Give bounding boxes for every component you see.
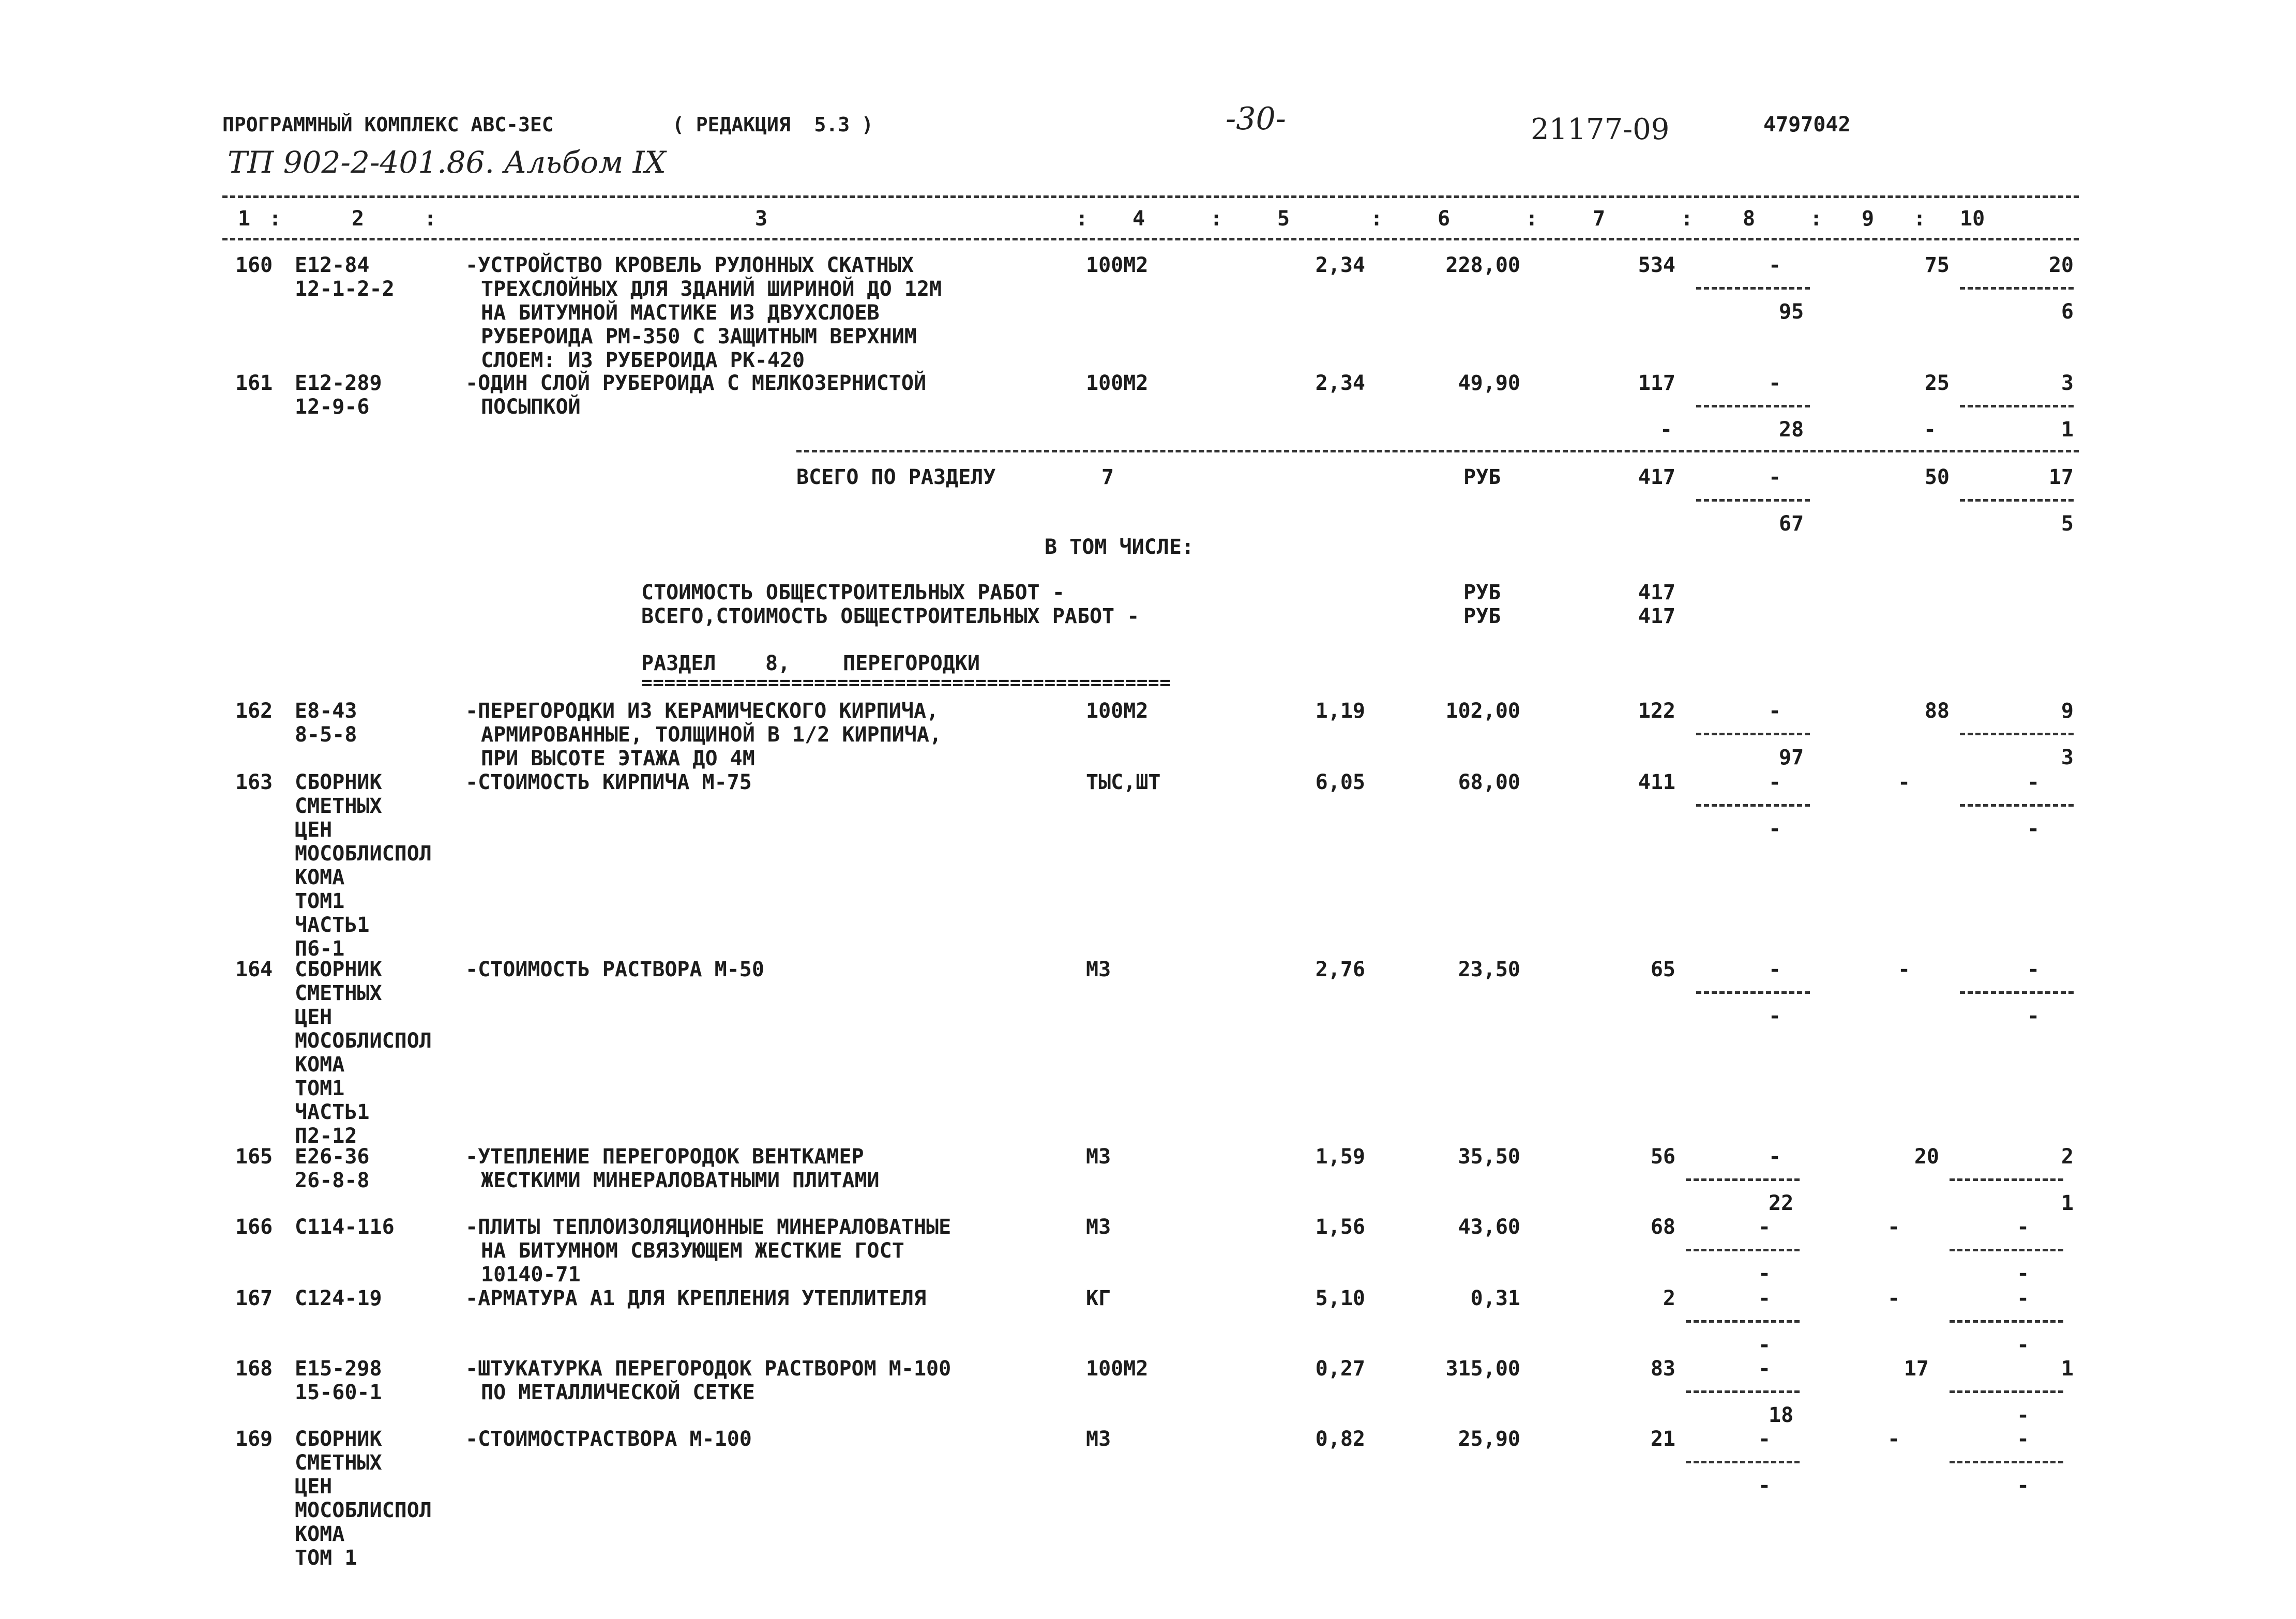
row-col10: - [2017,1427,2030,1451]
row-description: -СТОИМОСТЬ РАСТВОРА М-50 [465,958,764,981]
row-total: 56 [1650,1145,1675,1169]
row-quantity: 2,76 [1315,958,1365,981]
row-quantity: 6,05 [1315,770,1365,794]
row-code: П6-1 [295,937,345,961]
row-col10-sub: - [2027,817,2040,841]
row-code: СБОРНИК [295,770,382,794]
row-number: 168 [235,1357,273,1381]
row-unit-price: 68,00 [1458,770,1520,794]
row-description: -ПЕРЕГОРОДКИ ИЗ КЕРАМИЧЕСКОГО КИРПИЧА, [465,699,939,723]
row-col10-sub: 6 [2061,300,2074,324]
row-code: С124-19 [295,1287,382,1310]
row-code: 12-1-2-2 [295,277,395,301]
row-col10-sub: 3 [2061,746,2074,769]
row-code: 15-60-1 [295,1381,382,1404]
row-description: -АРМАТУРА А1 ДЛЯ КРЕПЛЕНИЯ УТЕПЛИТЕЛЯ [465,1287,927,1310]
row-unit: 100М2 [1086,253,1149,277]
row-code: ТОМ 1 [295,1546,357,1570]
row-code: 8-5-8 [295,723,357,747]
row-unit: М3 [1086,1427,1111,1451]
row-unit-price: 35,50 [1458,1145,1520,1169]
row-col8: - [1758,1427,1771,1451]
row-code: СМЕТНЫХ [295,1451,382,1475]
row-code: СМЕТНЫХ [295,794,382,818]
row-description: -СТОИМОСТЬ КИРПИЧА М-75 [465,770,752,794]
row-col8-sub: 28 [1779,418,1804,442]
row-col8-sub: - [1769,817,1781,841]
row-col10-sub: - [2027,1004,2040,1028]
col-header-8: 8 [1743,207,1756,231]
row-col8: - [1769,958,1781,981]
row-code: МОСОБЛИСПОЛ [295,1499,432,1522]
row-unit: КГ [1086,1287,1111,1310]
row-col10-sub: 1 [2061,1191,2074,1215]
cost-line-1-currency: РУБ [1463,581,1501,604]
row-col9: 75 [1924,253,1950,277]
row-col10: - [2027,770,2040,794]
total-label: ВСЕГО ПО РАЗДЕЛУ [796,465,996,489]
row-unit: 100М2 [1086,699,1149,723]
row-number: 167 [235,1287,273,1310]
section-number: 8, [765,652,791,675]
row-number: 166 [235,1215,273,1239]
row-quantity: 1,56 [1315,1215,1365,1239]
total-col8: - [1769,465,1781,489]
row-code: Е12-84 [295,253,370,277]
cost-line-2: ВСЕГО,СТОИМОСТЬ ОБЩЕСТРОИТЕЛЬНЫХ РАБОТ - [641,604,1140,628]
row-col8: - [1769,253,1781,277]
row-description: СЛОЕМ: ИЗ РУБЕРОИДА РК-420 [481,349,805,372]
album-note: ТП 902-2-401.86. Альбом IX [228,145,666,180]
row-col8: - [1758,1215,1771,1239]
row-total: 21 [1650,1427,1675,1451]
total-col9: 50 [1924,465,1950,489]
row-col8-sub: - [1758,1262,1771,1285]
col-header-2: 2 [352,207,365,231]
row-unit-price: 43,60 [1458,1215,1520,1239]
row-code: Е26-36 [295,1145,370,1169]
row-code: ЧАСТЬ1 [295,1100,370,1124]
total-value: 417 [1638,465,1675,489]
row-col9: - [1898,958,1911,981]
row-unit-price: 228,00 [1445,253,1520,277]
row-description: ПО МЕТАЛЛИЧЕСКОЙ СЕТКЕ [481,1381,755,1404]
row-col10-sub: - [2017,1403,2030,1427]
row-col8: - [1758,1357,1771,1381]
row-code: Е8-43 [295,699,357,723]
row-number: 162 [235,699,273,723]
row-unit: М3 [1086,958,1111,981]
row-description: 10140-71 [481,1263,581,1287]
row-quantity: 0,27 [1315,1357,1365,1381]
row-code: КОМА [295,866,345,889]
row-unit: 100М2 [1086,1357,1149,1381]
col-header-5: 5 [1277,207,1290,231]
row-quantity: 2,34 [1315,253,1365,277]
row-code: П2-12 [295,1124,357,1148]
row-description: АРМИРОВАННЫЕ, ТОЛЩИНОЙ В 1/2 КИРПИЧА, [481,723,942,747]
row-code: 26-8-8 [295,1169,370,1192]
row-col10-sub: 1 [2061,418,2074,442]
row-total: 65 [1650,958,1675,981]
row-quantity: 0,82 [1315,1427,1365,1451]
row-code: МОСОБЛИСПОЛ [295,842,432,866]
row-quantity: 1,59 [1315,1145,1365,1169]
row-description: НА БИТУМНОЙ МАСТИКЕ ИЗ ДВУХСЛОЕВ [481,301,880,325]
row-col8-sub: - [1758,1474,1771,1497]
row-unit-price: 0,31 [1470,1287,1520,1310]
row-col9: 17 [1904,1357,1929,1381]
row-code: ЦЕН [295,818,333,842]
including-heading: В ТОМ ЧИСЛЕ: [1045,535,1194,559]
row-number: 161 [235,371,273,395]
row-col9: 25 [1924,371,1950,395]
row-col10: - [2017,1215,2030,1239]
row-code: СБОРНИК [295,1427,382,1451]
row-description: НА БИТУМНОМ СВЯЗУЮЩЕМ ЖЕСТКИЕ ГОСТ [481,1239,904,1263]
header-bottom-rule [222,238,2079,240]
row-col9: - [1887,1215,1900,1239]
row-description: РУБЕРОИДА РМ-350 С ЗАЩИТНЫМ ВЕРХНИМ [481,325,917,349]
row-col7-sub: - [1660,418,1673,442]
row-unit: М3 [1086,1215,1111,1239]
col-header-1: 1 [238,207,251,231]
row-description: ЖЕСТКИМИ МИНЕРАЛОВАТНЫМИ ПЛИТАМИ [481,1169,880,1192]
row-unit-price: 49,90 [1458,371,1520,395]
col-header-9: 9 [1862,207,1875,231]
cost-line-1: СТОИМОСТЬ ОБЩЕСТРОИТЕЛЬНЫХ РАБОТ - [641,581,1065,604]
row-quantity: 5,10 [1315,1287,1365,1310]
row-unit-price: 315,00 [1445,1357,1520,1381]
row-col8-sub: 97 [1779,746,1804,769]
total-section-number: 7 [1101,465,1114,489]
col-header-4: 4 [1132,207,1145,231]
row-col10-sub: - [2017,1474,2030,1497]
row-code: Е12-289 [295,371,382,395]
row-unit: М3 [1086,1145,1111,1169]
row-col8-sub: - [1758,1333,1771,1357]
row-col10: - [2027,958,2040,981]
row-description: ТРЕХСЛОЙНЫХ ДЛЯ ЗДАНИЙ ШИРИНОЙ ДО 12М [481,277,942,301]
row-code: ЦЕН [295,1005,333,1029]
row-col10: 3 [2061,371,2074,395]
row-code: ТОМ1 [295,1077,345,1100]
col-header-7: 7 [1593,207,1606,231]
section-title: ПЕРЕГОРОДКИ [843,652,980,675]
row-quantity: 1,19 [1315,699,1365,723]
row-col8-sub: 22 [1769,1191,1794,1215]
row-col8: - [1769,699,1781,723]
row-number: 165 [235,1145,273,1169]
row-col8: - [1769,1145,1781,1169]
row-quantity: 2,34 [1315,371,1365,395]
row-total: 411 [1638,770,1675,794]
row-description: ПОСЫПКОЙ [481,395,581,419]
section-label: РАЗДЕЛ [641,652,716,675]
row-code: ЧАСТЬ1 [295,913,370,937]
row-total: 122 [1638,699,1675,723]
row-description: -ШТУКАТУРКА ПЕРЕГОРОДОК РАСТВОРОМ М-100 [465,1357,951,1381]
row-col10: 1 [2061,1357,2074,1381]
total-currency: РУБ [1463,465,1501,489]
row-col8-sub: - [1769,1004,1781,1028]
row-total: 68 [1650,1215,1675,1239]
header-top-rule [222,195,2079,198]
program-title: ПРОГРАММНЫЙ КОМПЛЕКС АВС-3ЕС [222,113,554,136]
row-code: КОМА [295,1522,345,1546]
row-col10: 2 [2061,1145,2074,1169]
total-col10-sub: 5 [2061,512,2074,536]
row-description: -СТОИМОСТРАСТВОРА М-100 [465,1427,752,1451]
row-number: 164 [235,958,273,981]
row-code: ТОМ1 [295,889,345,913]
row-col10-sub: - [2017,1262,2030,1285]
doc-code: 4797042 [1763,113,1851,137]
row-unit: 100М2 [1086,371,1149,395]
row-number: 163 [235,770,273,794]
row-col8: - [1758,1287,1771,1310]
cost-line-2-value: 417 [1638,604,1675,628]
row-col10: 20 [2048,253,2074,277]
row-unit-price: 23,50 [1458,958,1520,981]
row-description: -ПЛИТЫ ТЕПЛОИЗОЛЯЦИОННЫЕ МИНЕРАЛОВАТНЫЕ [465,1215,951,1239]
cost-line-1-value: 417 [1638,581,1675,604]
row-unit-price: 25,90 [1458,1427,1520,1451]
row-unit: ТЫС,ШТ [1086,770,1161,794]
row-number: 160 [235,253,273,277]
row-col8: - [1769,770,1781,794]
row-col8-sub: 95 [1779,300,1804,324]
row-col10: 9 [2061,699,2074,723]
row-code: С114-116 [295,1215,395,1239]
total-col8-sub: 67 [1779,512,1804,536]
row-col9: 20 [1914,1145,1939,1169]
row-total: 2 [1663,1287,1675,1310]
col-header-3: 3 [755,207,768,231]
page-number: -30- [1226,101,1286,137]
row-code: 12-9-6 [295,395,370,419]
row-col10-sub: - [2017,1333,2030,1357]
total-col10: 17 [2048,465,2074,489]
row-col10: - [2017,1287,2030,1310]
cost-line-2-currency: РУБ [1463,604,1501,628]
doc-number: 21177-09 [1531,113,1670,146]
col-header-10: 10 [1960,207,1985,231]
row-total: 117 [1638,371,1675,395]
total-rule [796,450,2079,452]
row-code: СБОРНИК [295,958,382,981]
row-col9: - [1887,1427,1900,1451]
row-code: МОСОБЛИСПОЛ [295,1029,432,1053]
row-code: Е15-298 [295,1357,382,1381]
row-description: ПРИ ВЫСОТЕ ЭТАЖА ДО 4М [481,747,755,770]
row-code: СМЕТНЫХ [295,981,382,1005]
row-code: КОМА [295,1053,345,1077]
row-col9: 88 [1924,699,1950,723]
row-number: 169 [235,1427,273,1451]
edition-label: ( РЕДАКЦИЯ 5.3 ) [672,113,873,136]
row-description: -ОДИН СЛОЙ РУБЕРОИДА С МЕЛКОЗЕРНИСТОЙ [465,371,927,395]
row-total: 534 [1638,253,1675,277]
row-col9: - [1887,1287,1900,1310]
row-col8-sub: 18 [1769,1403,1794,1427]
row-unit-price: 102,00 [1445,699,1520,723]
row-col9-sub: - [1924,418,1937,442]
row-col9: - [1898,770,1911,794]
row-description: -УСТРОЙСТВО КРОВЕЛЬ РУЛОННЫХ СКАТНЫХ [465,253,914,277]
row-code: ЦЕН [295,1475,333,1499]
col-header-6: 6 [1438,207,1451,231]
row-col8: - [1769,371,1781,395]
row-description: -УТЕПЛЕНИЕ ПЕРЕГОРОДОК ВЕНТКАМЕР [465,1145,864,1169]
section-underline: ============================================== [641,672,1171,693]
row-total: 83 [1650,1357,1675,1381]
